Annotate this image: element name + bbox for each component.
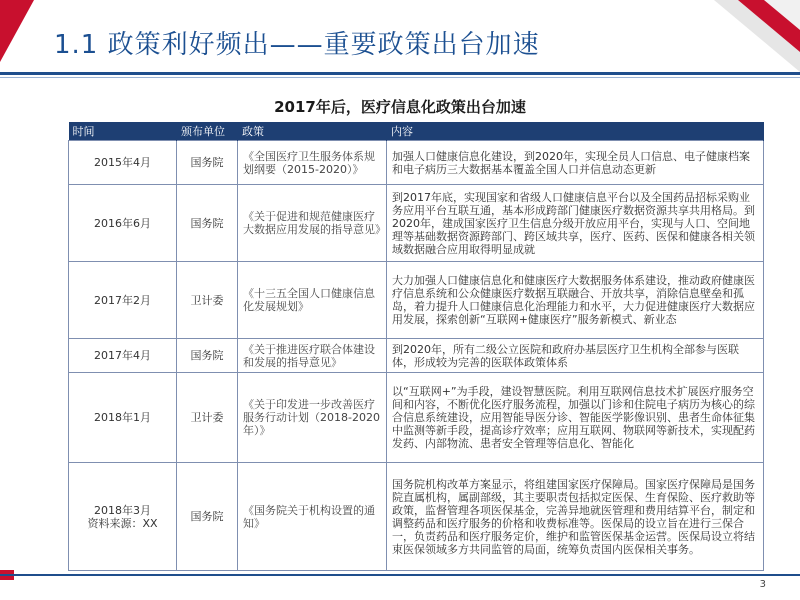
row-agency: 卫计委 [177,262,238,339]
source-note: 资料来源：XX [87,516,158,530]
row-time: 2018年1月 [69,373,177,463]
page-number: 3 [759,579,766,590]
corner-decoration-left [0,0,34,62]
corner-decoration-right [714,0,800,72]
row-content: 到2017年底，实现国家和省级人口健康信息平台以及全国药品招标采购业务应用平台互联互通，基本形成跨部门健康医疗数据资源共享共用格局。到2020年，建成国家医疗卫生信息分级开放应用平台，实现与人口、空间地理等基础数据资源跨部门、跨区域共享，医疗、医药、医保和健康各相关领域数据融合应用取得明显成就 [387,185,764,262]
row-agency: 卫计委 [177,373,238,463]
row-content: 加强人口健康信息化建设，到2020年，实现全员人口信息、电子健康档案和电子病历三大数据基本覆盖全国人口并信息动态更新 [387,141,764,185]
table-row [69,185,764,262]
row-policy: 《全国医疗卫生服务体系规划纲要（2015-2020）》 [238,141,387,185]
row-policy: 《国务院关于机构设置的通知》 [238,463,387,571]
row-content: 大力加强人口健康信息化和健康医疗大数据服务体系建设，推动政府健康医疗信息系统和公众健康医疗数据互联融合、开放共享，消除信息壁垒和孤岛，着力提升人口健康信息化治理能力和水平，大力促进健康医疗大数据应用发展，探索创新“互联网+健康医疗”服务新模式、新业态 [387,262,764,339]
table-row [69,339,764,373]
column-header-agency: 颁布单位 [177,122,238,141]
row-policy: 《关于印发进一步改善医疗服务行动计划（2018-2020年）》 [238,373,387,463]
row-time: 2017年2月 [69,262,177,339]
page-title: 1.1 政策利好频出——重要政策出台加速 [54,30,540,60]
row-time: 2017年4月 [69,339,177,373]
row-content: 国务院机构改革方案显示，将组建国家医疗保障局。国家医疗保障局是国务院直属机构，属副部级，其主要职责包括拟定医保、生育保险、医疗救助等政策，监督管理各项医保基金，完善异地就医管理和费用结算平台，制定和调整药品和医疗服务的价格和收费标准等。医保局的设立旨在进行三保合一，负责药品和医疗服务定价，维护和监管医保基金运营。医保局设立将结束医保领域多方共同监管的局面，统筹负责国内医保相关事务。 [387,463,764,571]
column-header-time: 时间 [69,122,177,141]
table-caption: 2017年后，医疗信息化政策出台加速 [274,98,526,116]
table-row [69,262,764,339]
row-agency: 国务院 [177,463,238,571]
footer-divider [0,574,800,576]
table-row [69,373,764,463]
row-policy: 《关于推进医疗联合体建设和发展的指导意见》 [238,339,387,373]
row-policy: 《十三五全国人口健康信息化发展规划》 [238,262,387,339]
row-time-cell [69,463,177,571]
row-time: 2016年6月 [69,185,177,262]
row-agency: 国务院 [177,141,238,185]
row-time: 2018年3月 [94,503,151,517]
row-agency: 国务院 [177,339,238,373]
row-content: 以“互联网+”为手段，建设智慧医院。利用互联网信息技术扩展医疗服务空间和内容，不断优化医疗服务流程，加强以门诊和住院电子病历为核心的综合信息系统建设，应用智能导医分诊、智能医学影像识别、患者生命体征集中监测等新手段，提高诊疗效率；应用互联网、物联网等新技术，实现配药发药、内部物流、患者安全管理等信息化、智能化 [387,373,764,463]
table-row [69,141,764,185]
column-header-policy: 政策 [238,122,387,141]
row-agency: 国务院 [177,185,238,262]
title-divider-thin [0,77,800,78]
table-row [69,463,764,571]
row-content: 到2020年，所有二级公立医院和政府办基层医疗卫生机构全部参与医联体，形成较为完善的医联体政策体系 [387,339,764,373]
row-policy: 《关于促进和规范健康医疗大数据应用发展的指导意见》 [238,185,387,262]
title-divider [0,72,800,75]
row-time: 2015年4月 [69,141,177,185]
column-header-content: 内容 [387,122,764,141]
table-header-row [69,122,764,141]
policy-table [68,122,764,571]
